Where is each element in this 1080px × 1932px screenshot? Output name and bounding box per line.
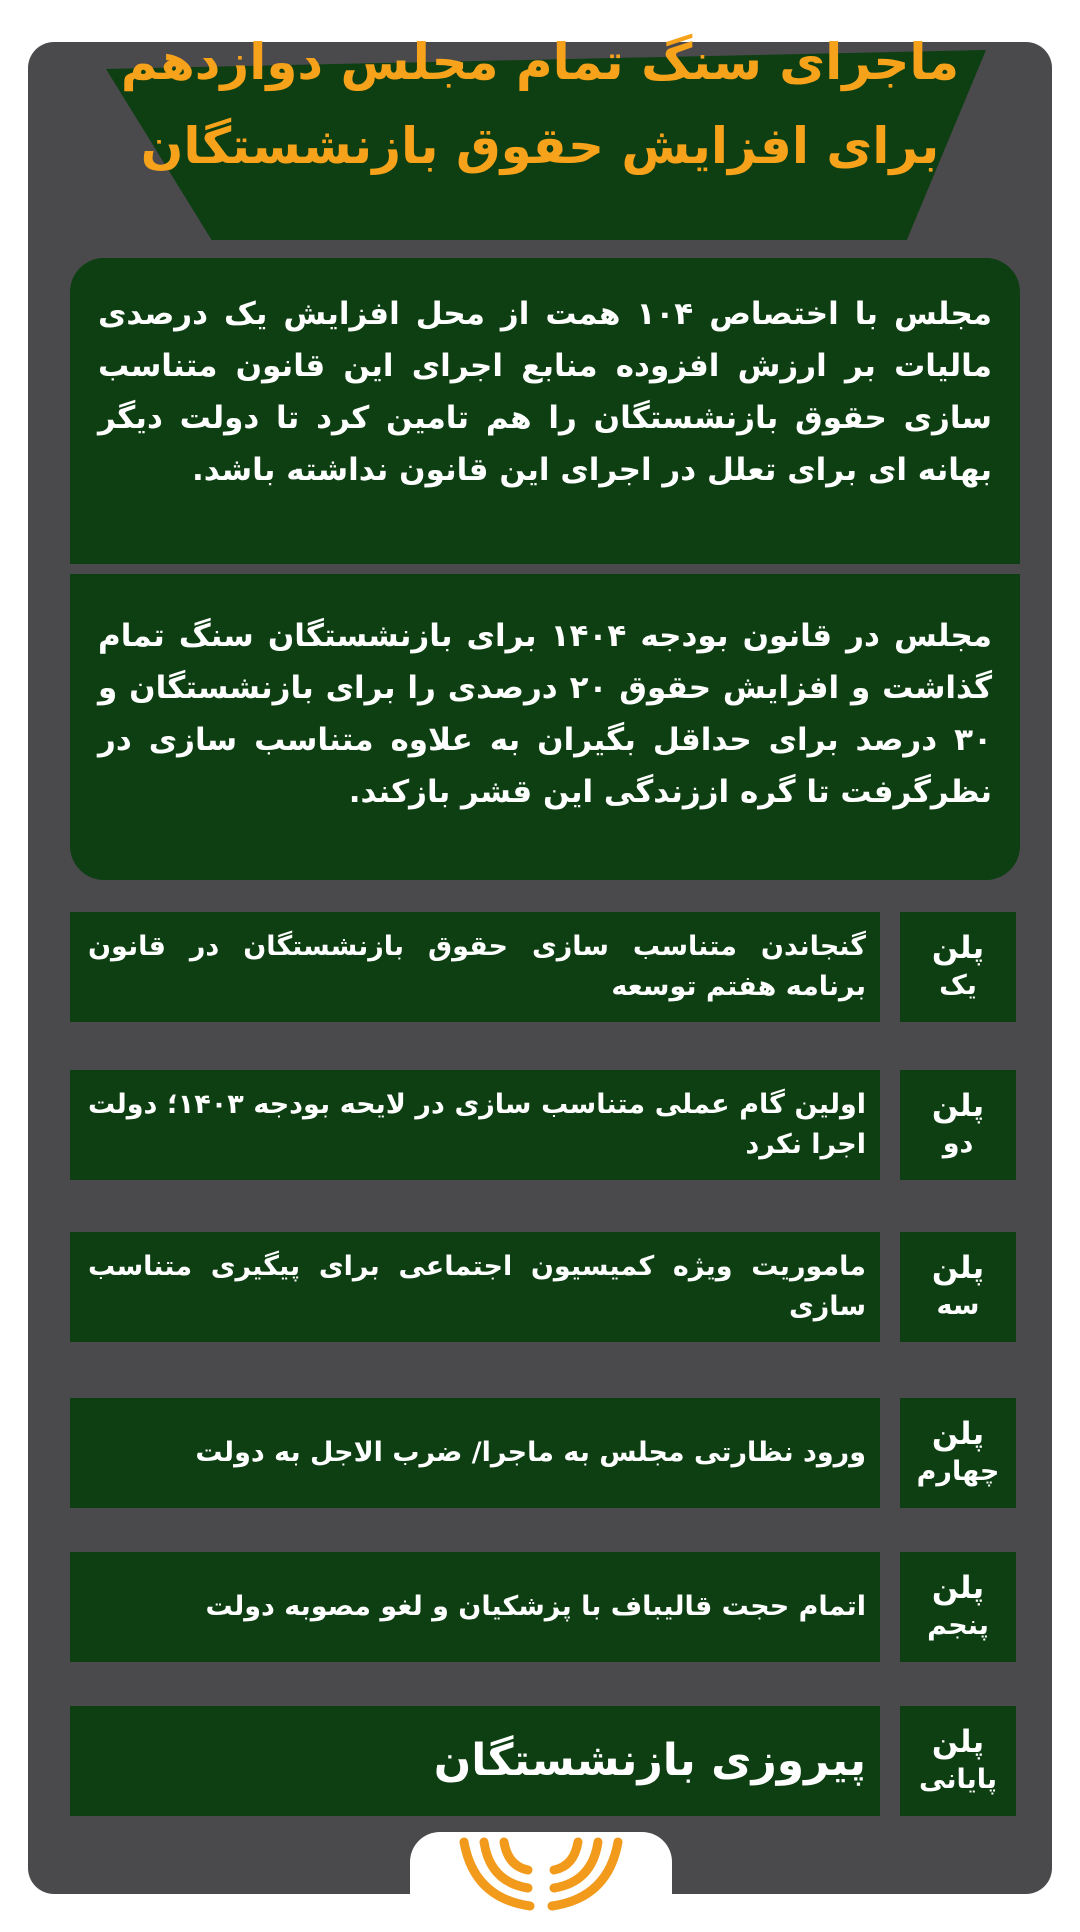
title-line-1: ماجرای سنگ تمام مجلس دوازدهم: [120, 33, 960, 91]
plan-label: [900, 1706, 1016, 1816]
plan-label-bottom: یک: [939, 970, 977, 1001]
plan-row-1: [70, 912, 1016, 1022]
plan-label: [900, 1070, 1016, 1180]
intro-divider: [70, 564, 1020, 574]
title-line-2: برای افزایش حقوق بازنشستگان: [140, 117, 940, 175]
plan-row-5: [70, 1552, 1016, 1662]
plan-label-top: پلن: [931, 930, 985, 966]
plan-row-2: [70, 1070, 1016, 1180]
plan-label-bottom: سه: [936, 1290, 980, 1321]
plan-text: اولین گام عملی متناسب سازی در لایحه بودجه ۱۴۰۳؛ دولت اجرا نکرد: [70, 1070, 880, 1180]
plan-label-top: پلن: [931, 1088, 985, 1124]
plan-label-top: پلن: [931, 1724, 985, 1760]
plan-row-4: [70, 1398, 1016, 1508]
plan-label: [900, 1552, 1016, 1662]
plan-label-bottom: چهارم: [916, 1456, 1000, 1487]
agency-logo-icon: [456, 1836, 626, 1920]
plan-label-top: پلن: [931, 1250, 985, 1286]
plan-label: [900, 1398, 1016, 1508]
intro-paragraph-1: مجلس با اختصاص ۱۰۴ همت از محل افزایش یک درصدی مالیات بر ارزش افزوده منابع اجرای این قانون متناسب سازی حقوق بازنشستگان را هم تامین کرد تا دولت دیگر بهانه ای برای تعلل در اجرای این قانون نداشته باشد.: [98, 296, 993, 488]
plan-text: ماموریت ویژه کمیسیون اجتماعی برای پیگیری متناسب سازی: [70, 1232, 880, 1342]
intro-paragraph-2: مجلس در قانون بودجه ۱۴۰۴ برای بازنشستگان سنگ تمام گذاشت و افزایش حقوق ۲۰ درصدی را برای بازنشستگان و ۳۰ درصد برای حداقل بگیران به علاوه متناسب سازی در نظرگرفت تا گره اززندگی این قشر بازکند.: [98, 618, 992, 810]
plan-row-6: [70, 1706, 1016, 1816]
plan-label: [900, 912, 1016, 1022]
plan-text: اتمام حجت قالیباف با پزشکیان و لغو مصوبه دولت: [70, 1552, 880, 1662]
plan-label-top: پلن: [931, 1570, 985, 1606]
plan-row-3: [70, 1232, 1016, 1342]
plan-label-bottom: پنجم: [927, 1610, 989, 1641]
plan-text: ورود نظارتی مجلس به ماجرا/ ضرب الاجل به دولت: [70, 1398, 880, 1508]
page-title: [28, 20, 1052, 188]
logo-tab: [410, 1832, 672, 1932]
plan-text: گنجاندن متناسب سازی حقوق بازنشستگان در قانون برنامه هفتم توسعه: [70, 912, 880, 1022]
plan-text: پیروزی بازنشستگان: [70, 1706, 880, 1816]
intro-box: [70, 258, 1020, 880]
plan-label-bottom: دو: [942, 1128, 974, 1159]
plan-label-bottom: پایانی: [919, 1764, 998, 1795]
plan-label: [900, 1232, 1016, 1342]
plan-label-top: پلن: [931, 1416, 985, 1452]
